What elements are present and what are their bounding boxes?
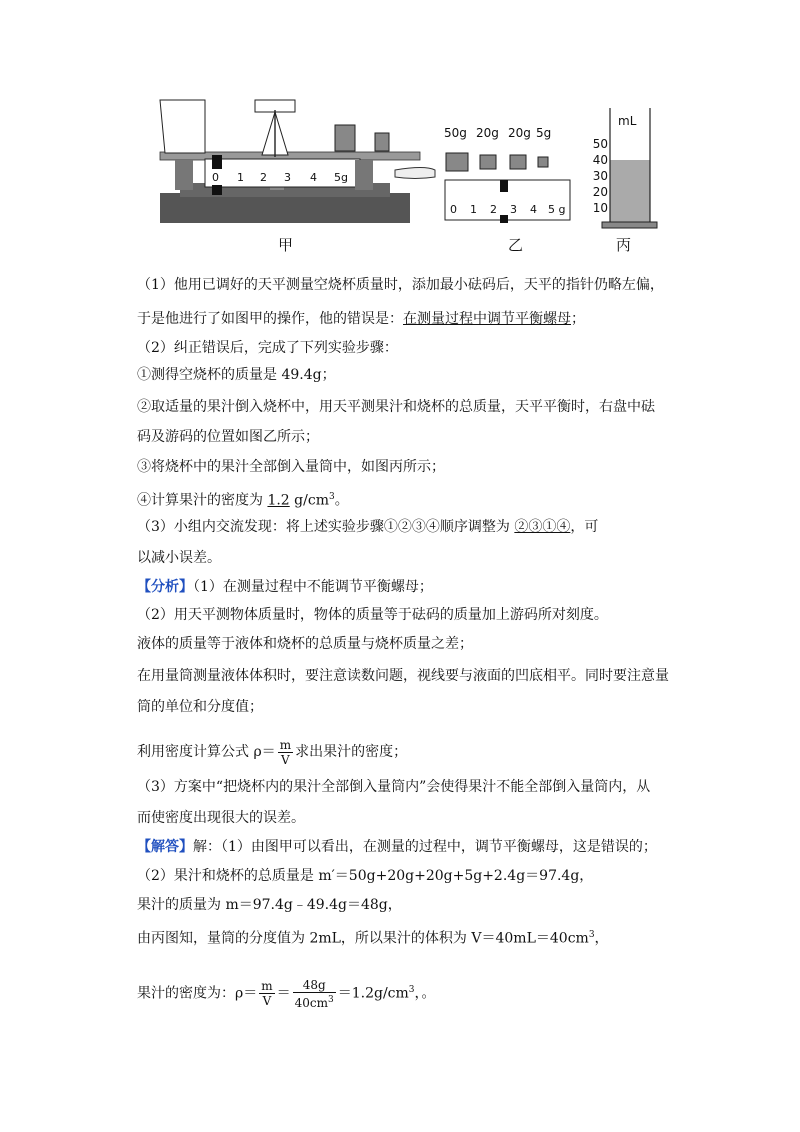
solution-line-5: 果汁的密度为：ρ＝ $\frac{m}{V}$ ＝ $\frac{48g}{40cm^3}$ $=1.2g/cm^3$，。 [137, 977, 436, 1010]
scale-0: 0 [212, 171, 219, 184]
q3-answer: ②③①④ [514, 519, 571, 535]
cyl-tick-40: 40 [592, 153, 608, 167]
density-fraction-numeric: $\frac{48g}{40cm^3}$ [294, 977, 334, 1010]
density-formula: $\frac{m}{V}$ [279, 737, 292, 767]
q2-answer: 1.2 [267, 492, 290, 509]
q1-line-a: （1）他用已调好的天平测量空烧杯质量时，添加最小砝码后，天平的指针仍略左偏， [137, 277, 664, 293]
weight-50g-label: 50g [444, 126, 467, 140]
caption-jia: 甲 [278, 236, 294, 254]
cylinder-figure [590, 100, 660, 230]
q2-intro: （2）纠正错误后，完成了下列实验步骤： [137, 340, 398, 356]
cylinder-unit: mL [618, 114, 637, 128]
cyl-tick-10: 10 [592, 201, 608, 215]
svg-text:2: 2 [490, 203, 497, 216]
solution-line-3: 果汁的质量为 m＝97.4g﹣49.4g＝48g， [137, 897, 402, 913]
weight-5g-label: 5g [536, 126, 552, 140]
weights-figure [440, 125, 580, 225]
analysis-line-1: 【分析】（1）在测量过程中不能调节平衡螺母； [137, 579, 433, 595]
svg-text:4: 4 [530, 203, 537, 216]
cyl-tick-20: 20 [592, 185, 608, 199]
cyl-tick-50: 50 [592, 137, 608, 151]
q2-step2a: ②取适量的果汁倒入烧杯中，用天平测果汁和烧杯的总质量，天平平衡时，右盘中砝 [137, 399, 655, 415]
analysis-line-2: （2）用天平测物体质量时，物体的质量等于砝码的质量加上游码所对刻度。 [137, 607, 608, 623]
q2-step4: ④计算果汁的密度为 1.2 $g/cm^3$。 [137, 492, 349, 509]
q2-step1: ①测得空烧杯的质量是 49.4g； [137, 367, 336, 383]
scale-2: 2 [260, 171, 267, 184]
weight-20g-label-b: 20g [508, 126, 531, 140]
q3-line-a: （3）小组内交流发现：将上述实验步骤①②③④顺序调整为 ②③①④，可 [137, 519, 599, 535]
q2-step3: ③将烧杯中的果汁全部倒入量筒中，如图丙所示； [137, 459, 445, 475]
caption-yi: 乙 [508, 236, 524, 254]
analysis-tag: 【分析】 [137, 579, 193, 595]
analysis-line-8: 而使密度出现很大的误差。 [137, 810, 305, 826]
solution-line-2: （2）果汁和烧杯的总质量是 m′＝50g+20g+20g+5g+2.4g＝97.4g， [137, 868, 594, 884]
analysis-line-3: 液体的质量等于液体和烧杯的总质量与烧杯质量之差； [137, 636, 473, 652]
solution-line-4: 由丙图知，量筒的分度值为 2mL，所以果汁的体积为 $V=40mL=40cm^3$， [137, 930, 609, 947]
q1-line-b: 于是他进行了如图甲的操作，他的错误是：在测量过程中调节平衡螺母； [137, 311, 585, 327]
analysis-line-6: 利用密度计算公式 ρ＝ $\frac{m}{V}$ 求出果汁的密度； [137, 737, 408, 767]
svg-text:0: 0 [450, 203, 457, 216]
svg-text:5 g: 5 g [548, 203, 566, 216]
q2-step2b: 码及游码的位置如图乙所示； [137, 429, 319, 445]
density-fraction-symbolic: $\frac{m}{V}$ [261, 979, 273, 1009]
svg-text:1: 1 [470, 203, 477, 216]
weight-20g-label-a: 20g [476, 126, 499, 140]
solution-tag: 【解答】 [137, 839, 193, 855]
scale-5g: 5g [334, 171, 348, 184]
scale-4: 4 [310, 171, 317, 184]
caption-bing: 丙 [616, 236, 632, 254]
scale-1: 1 [237, 171, 244, 184]
q1-answer: 在测量过程中调节平衡螺母 [403, 311, 571, 327]
q3-line-b: 以减小误差。 [137, 550, 221, 566]
solution-line-1: 【解答】解：（1）由图甲可以看出，在测量的过程中，调节平衡螺母，这是错误的； [137, 839, 657, 855]
svg-text:3: 3 [510, 203, 517, 216]
analysis-line-5: 筒的单位和分度值； [137, 699, 263, 715]
analysis-line-4: 在用量筒测量液体体积时，要注意读数问题，视线要与液面的凹底相平。同时要注意量 [137, 668, 669, 684]
scale-3: 3 [284, 171, 291, 184]
analysis-line-7: （3）方案中“把烧杯内的果汁全部倒入量筒内”会使得果汁不能全部倒入量筒内，从 [137, 779, 651, 795]
cyl-tick-30: 30 [592, 169, 608, 183]
balance-figure [150, 95, 440, 230]
